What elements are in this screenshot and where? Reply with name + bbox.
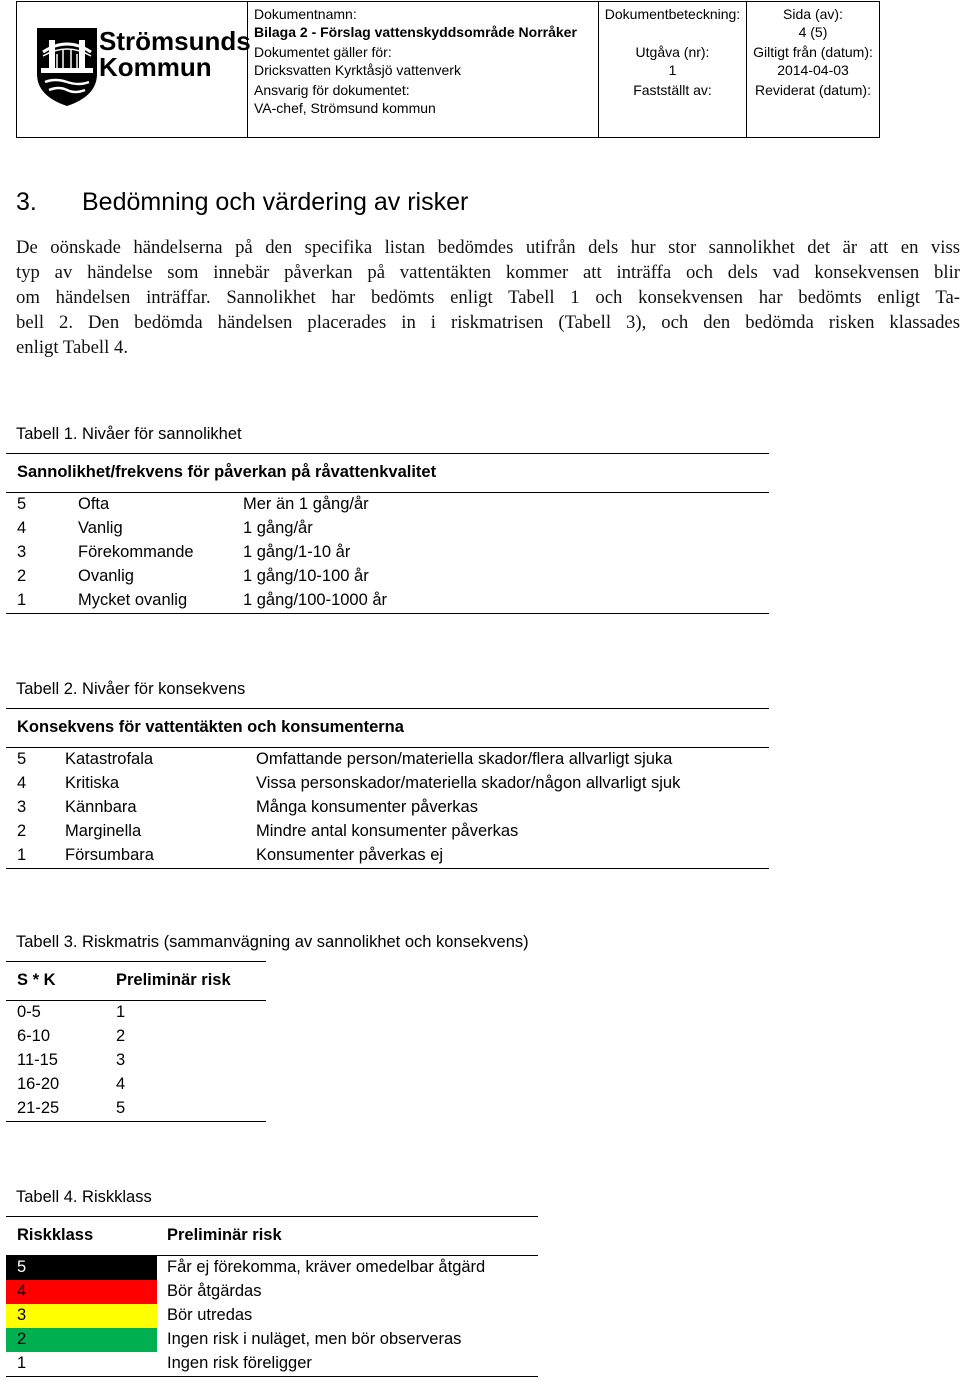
row-desc: Ingen risk föreligger [167,1354,312,1372]
row-class: 1 [17,1354,27,1372]
row-range: 11-15 [17,1051,58,1069]
designation-label: Dokumentbeteckning: [604,6,741,22]
risk-class-color-cell [6,1328,157,1352]
table2-caption: Tabell 2. Nivåer för konsekvens [16,680,246,698]
row-name: Marginella [65,822,142,840]
row-desc: 1 gång/10-100 år [243,567,369,585]
row-class: 3 [17,1306,27,1324]
row-desc: Ingen risk i nuläget, men bör observeras [167,1330,462,1348]
row-name: Mycket ovanlig [78,591,188,609]
paragraph-line: om händelsen inträffar. Sannolikhet har bedömts enligt Tabell 1 och konsekvensen har bedömts enligt Ta- [16,287,960,308]
row-class: 5 [17,1258,27,1276]
risk-class-color-cell [6,1280,157,1304]
row-desc: Omfattande person/materiella skador/flera allvarligt sjuka [256,750,673,768]
table1-bottom-rule [6,613,769,614]
row-name: Förekommande [78,543,194,561]
row-risk: 2 [116,1027,126,1045]
responsible-value: VA-chef, Strömsund kommun [254,100,436,116]
risk-class-color-cell [6,1304,157,1328]
table4-bottom-rule [6,1376,538,1377]
logo-text-line2: Kommun [99,52,212,82]
header-document-info [248,2,599,137]
header-designation [599,2,747,137]
risk-class-color-cell [6,1256,157,1280]
page-value: 4 (5) [798,24,828,40]
table4-caption: Tabell 4. Riskklass [16,1188,152,1206]
paragraph-line: bell 2. Den bedömda händelsen placerades in i riskmatrisen (Tabell 3), och den bedömda risken klassades [16,312,960,333]
row-name: Katastrofala [65,750,154,768]
table2-header: Konsekvens för vattentäkten och konsumenterna [17,718,404,736]
row-desc: 1 gång/1-10 år [243,543,351,561]
table2-header-row [6,708,769,748]
table1-header: Sannolikhet/frekvens för påverkan på råvattenkvalitet [17,463,437,481]
row-range: 16-20 [17,1075,60,1093]
table4-header-row [6,1216,538,1256]
section-number: 3. [16,188,37,216]
paragraph-line: enligt Tabell 4. [16,337,129,358]
approved-label: Fastställt av: [633,82,712,98]
row-desc: Mindre antal konsumenter påverkas [256,822,519,840]
table3-bottom-rule [6,1121,266,1122]
doc-name-label: Dokumentnamn: [254,6,357,22]
row-name: Kritiska [65,774,120,792]
row-name: Vanlig [78,519,123,537]
table1-header-row [6,453,769,493]
row-desc: 1 gång/år [243,519,313,537]
row-desc: Bör utredas [167,1306,253,1324]
row-risk: 5 [116,1099,126,1117]
row-range: 0-5 [17,1003,41,1021]
row-num: 4 [17,774,27,792]
paragraph-line: typ av händelse som innebär påverkan på vattentäkten kommer att inträffa och dels vad konsekvensen blir [16,262,960,283]
page-label: Sida (av): [783,6,843,22]
applies-value: Dricksvatten Kyrktåsjö vattenverk [254,62,461,78]
row-num: 5 [17,750,27,768]
row-desc: 1 gång/100-1000 år [243,591,388,609]
row-risk: 4 [116,1075,126,1093]
row-class: 4 [17,1282,27,1300]
section-title: Bedömning och värdering av risker [82,188,469,216]
valid-value: 2014-04-03 [777,62,849,78]
edition-value: 1 [668,62,677,78]
table3-header-col2: Preliminär risk [116,971,231,989]
table3-header-row [6,961,266,1001]
table2-bottom-rule [6,868,769,869]
row-desc: Mer än 1 gång/år [243,495,369,513]
edition-label: Utgåva (nr): [635,44,710,60]
table4-header-col2: Preliminär risk [167,1226,282,1244]
applies-label: Dokumentet gäller för: [254,44,392,60]
paragraph-line: De oönskade händelserna på den specifika listan bedömdes utifrån dels hur stor sannolikhet det är att en viss [16,237,960,258]
row-desc: Konsumenter påverkas ej [256,846,444,864]
risk-class-color-cell [6,1352,157,1376]
row-num: 5 [17,495,27,513]
row-class: 2 [17,1330,27,1348]
row-name: Ovanlig [78,567,134,585]
row-desc: Bör åtgärdas [167,1282,262,1300]
row-num: 1 [17,591,27,609]
section-paragraph [16,235,960,360]
row-num: 2 [17,822,27,840]
table1-caption: Tabell 1. Nivåer för sannolikhet [16,425,242,443]
document-header [16,1,880,138]
row-risk: 3 [116,1051,126,1069]
row-num: 3 [17,798,27,816]
municipality-coat-of-arms-logo [35,26,99,108]
row-desc: Många konsumenter påverkas [256,798,478,816]
table3-header-col1: S * K [17,971,56,989]
row-num: 1 [17,846,27,864]
row-desc: Vissa personskador/materiella skador/någon allvarligt sjuk [256,774,681,792]
table4-header-col1: Riskklass [17,1226,94,1244]
row-risk: 1 [116,1003,126,1021]
row-name: Kännbara [65,798,137,816]
doc-name-value: Bilaga 2 - Förslag vattenskyddsområde Norråker [254,24,577,40]
row-range: 6-10 [17,1027,51,1045]
valid-label: Giltigt från (datum): [753,44,873,60]
row-num: 2 [17,567,27,585]
header-page-info [747,2,879,137]
revised-label: Reviderat (datum): [755,82,871,98]
logo-cell [17,2,251,137]
row-num: 3 [17,543,27,561]
row-num: 4 [17,519,27,537]
table3-caption: Tabell 3. Riskmatris (sammanvägning av sannolikhet och konsekvens) [16,933,529,951]
row-name: Försumbara [65,846,154,864]
row-name: Ofta [78,495,110,513]
row-desc: Får ej förekomma, kräver omedelbar åtgärd [167,1258,486,1276]
responsible-label: Ansvarig för dokumentet: [254,82,410,98]
logo-text-line1: Strömsunds [99,26,251,56]
row-range: 21-25 [17,1099,60,1117]
